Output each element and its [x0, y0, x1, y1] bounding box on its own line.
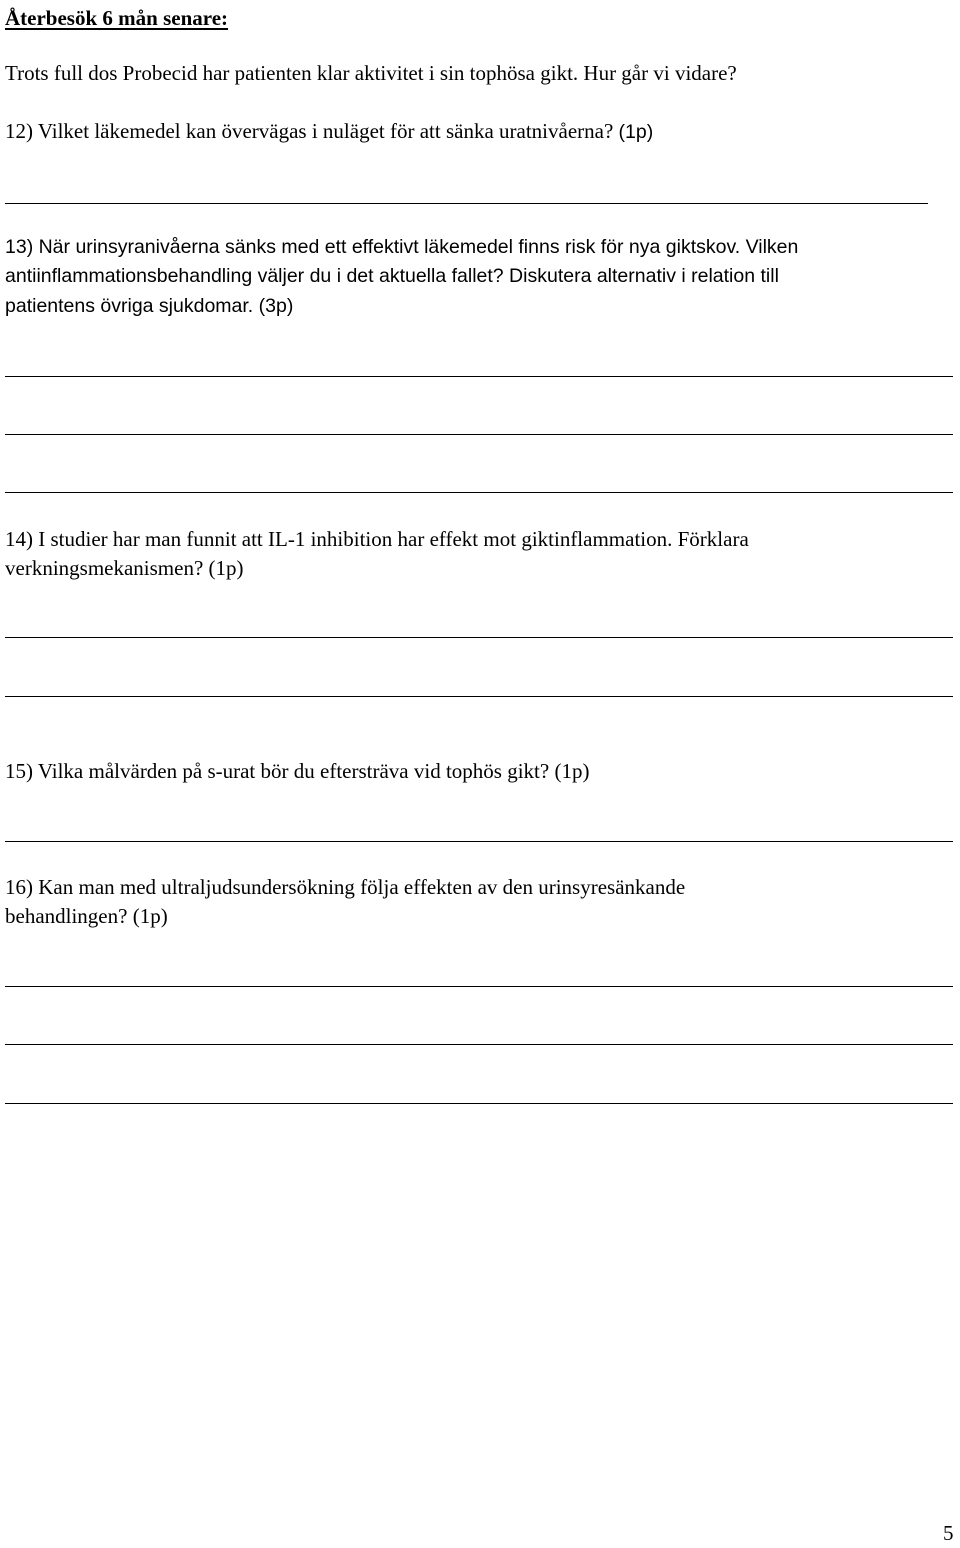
- question-13-line-1: 13) När urinsyranivåerna sänks med ett effektivt läkemedel finns risk för nya giktskov. Vilken: [5, 236, 799, 258]
- answer-line-14-1[interactable]: [5, 637, 953, 638]
- answer-line-12[interactable]: [5, 203, 928, 204]
- question-13-line-2: antiinflammationsbehandling väljer du i det aktuella fallet? Diskutera alternativ i relation till: [5, 265, 779, 287]
- section-heading: Återbesök 6 mån senare:: [5, 6, 229, 30]
- question-15: 15) Vilka målvärden på s-urat bör du eftersträva vid tophös gikt? (1p): [5, 759, 590, 783]
- question-14-line-2: verkningsmekanismen? (1p): [5, 556, 244, 580]
- question-12: [5, 117, 653, 147]
- intro-text: Trots full dos Probecid har patienten klar aktivitet i sin tophösa gikt. Hur går vi vidare?: [5, 61, 737, 85]
- answer-line-13-1[interactable]: [5, 376, 953, 377]
- question-14-line-1: 14) I studier har man funnit att IL-1 inhibition har effekt mot giktinflammation. Förklara: [5, 527, 749, 551]
- page-number: 5: [943, 1521, 954, 1545]
- answer-line-16-1[interactable]: [5, 986, 953, 987]
- answer-line-16-3[interactable]: [5, 1103, 953, 1104]
- answer-line-14-2[interactable]: [5, 696, 953, 697]
- question-12-points: (1p): [618, 121, 654, 143]
- question-16-line-1: 16) Kan man med ultraljudsundersökning följa effekten av den urinsyresänkande: [5, 875, 686, 899]
- question-16-line-2: behandlingen? (1p): [5, 904, 168, 928]
- answer-line-13-3[interactable]: [5, 492, 953, 493]
- question-13-line-3: patientens övriga sjukdomar. (3p): [5, 295, 294, 317]
- answer-line-15[interactable]: [5, 841, 953, 842]
- answer-line-16-2[interactable]: [5, 1044, 953, 1045]
- question-12-text: 12) Vilket läkemedel kan övervägas i nuläget för att sänka uratnivåerna?: [5, 119, 614, 143]
- answer-line-13-2[interactable]: [5, 434, 953, 435]
